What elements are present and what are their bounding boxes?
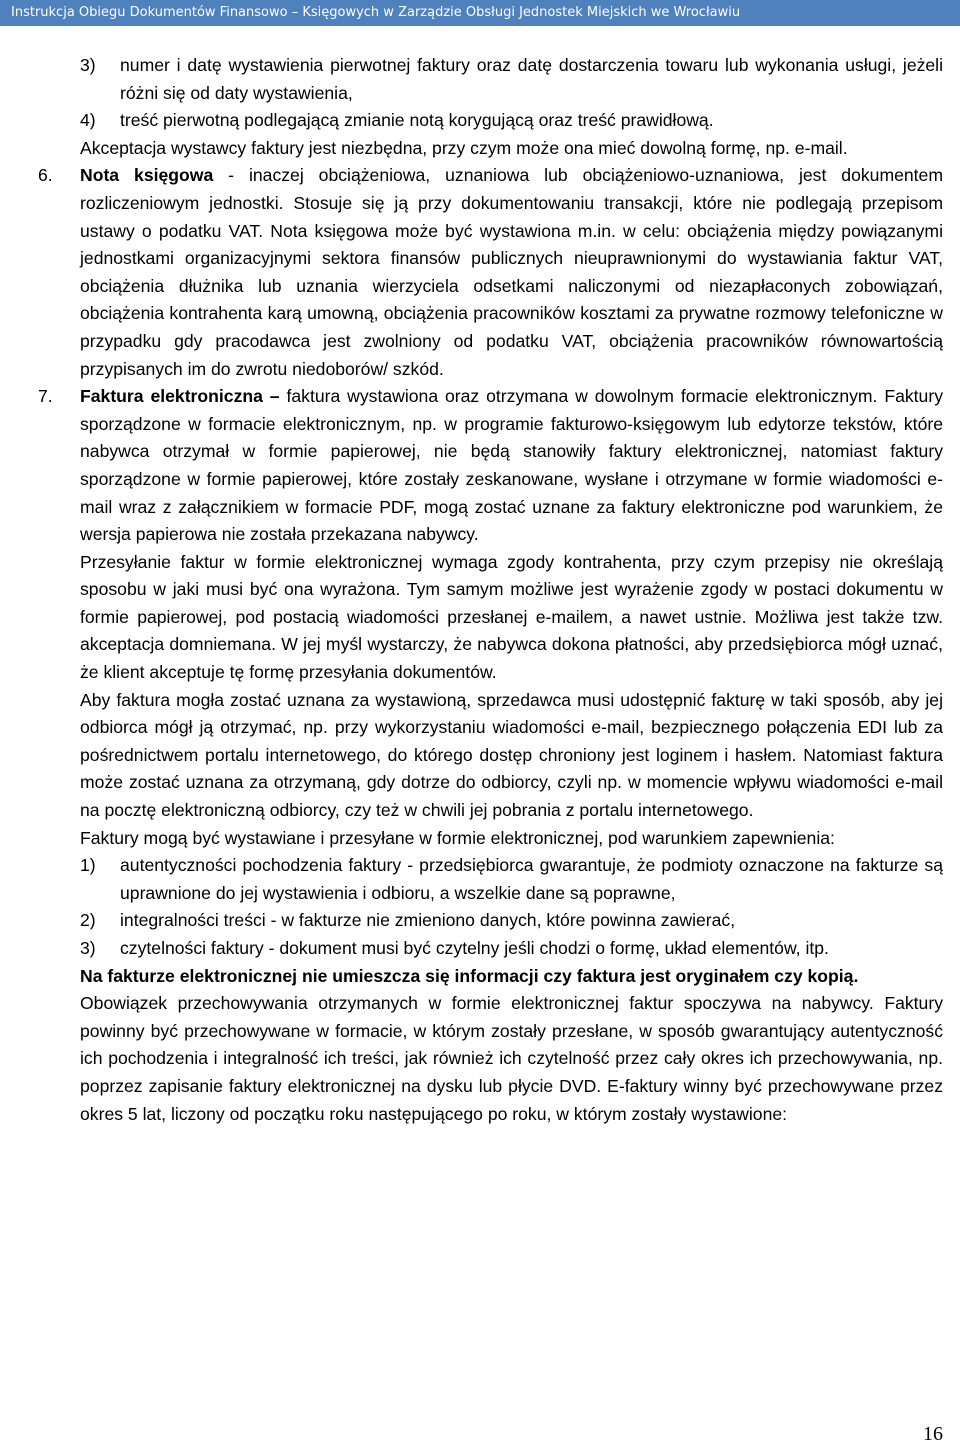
list-item-text: autentyczności pochodzenia faktury - przedsiębiorca gwarantuje, że podmioty oznaczone na fakturze są uprawnione do jej wystawienia i odbioru, a wszelkie dane są poprawne, xyxy=(120,855,943,903)
list-item-text: numer i datę wystawienia pierwotnej faktury oraz datę dostarczenia towaru lub wykonania usługi, jeżeli różni się od daty wystawienia, xyxy=(120,55,943,103)
document-body xyxy=(0,52,960,1128)
section-number: 6. xyxy=(38,165,53,186)
section-7 xyxy=(0,383,960,549)
section-text: faktura wystawiona oraz otrzymana w dowolnym formacie elektronicznym. Faktury sporządzone w formacie elektronicznym, np. w programie fakturowo-księgowym lub edytorze tekstów, które nabywca otrzymał w formie papierowej, nie będą stanowiły faktury elektronicznej, natomiast faktury sporządzone w formie papierowej, które zostały zeskanowane, wysłane i otrzymane w formie wiadomości e-mail wraz z załącznikiem w formacie PDF, mogą zostać uznane za faktury elektroniczne pod warunkiem, że wersja papierowa nie została przekazana nabywcy. xyxy=(80,386,943,545)
sub-list-item-2 xyxy=(0,907,960,935)
section-dash: – xyxy=(262,386,287,407)
section-title: Faktura elektroniczna xyxy=(80,386,263,407)
section-6 xyxy=(0,162,960,383)
list-item-text: treść pierwotną podlegającą zmianie notą korygującą oraz treść prawidłową. xyxy=(120,110,714,131)
sub-list-item-1 xyxy=(0,852,960,907)
document-header: Instrukcja Obiegu Dokumentów Finansowo – Księgowych w Zarządzie Obsługi Jednostek Miejskich we Wrocławiu xyxy=(0,0,960,26)
list-item-text: integralności treści - w fakturze nie zmieniono danych, które powinna zawierać, xyxy=(120,910,736,931)
list-marker: 1) xyxy=(80,855,96,876)
list-marker: 2) xyxy=(80,910,96,931)
paragraph-obowiazek: Obowiązek przechowywania otrzymanych w formie elektronicznej faktur spoczywa na nabywcy. Faktury powinny być przechowywane w formacie, w którym zostały przesłane, w sposób gwarantujący autentyczność ich pochodzenia i integralność ich treści, jak również ich czytelność przez cały okres ich przechowywania, np. poprzez zapisanie faktury elektronicznej na dysku lub płycie DVD. E-faktury winny być przechowywane przez okres 5 lat, liczony od początku roku następującego po roku, w którym zostały wystawione: xyxy=(80,993,943,1124)
acceptance-paragraph: Akceptacja wystawcy faktury jest niezbędna, przy czym może ona mieć dowolną formę, np. e-mail. xyxy=(80,137,848,158)
paragraph-przesylanie: Przesyłanie faktur w formie elektronicznej wymaga zgody kontrahenta, przy czym przepisy nie określają sposobu w jaki musi być ona wyrażona. Tym samym możliwe jest wyrażenie zgody w postaci dokumentu w formie papierowej, pod postacią wiadomości przesłanej e-mailem, a nawet ustnie. Możliwa jest także tzw. akceptacja domniemana. W jej myśl wystarczy, że nabywca dokona płatności, aby przedsiębiorca mógł uznać, że klient akceptuje tę formę przesyłania dokumentów. xyxy=(80,551,943,683)
page-number: 16 xyxy=(923,1423,943,1445)
list-item-3 xyxy=(0,52,960,107)
section-number: 7. xyxy=(38,386,53,407)
list-marker: 3) xyxy=(80,55,96,75)
list-marker: 3) xyxy=(80,938,96,958)
sub-list-item-3 xyxy=(0,935,960,963)
list-item-4 xyxy=(0,107,960,135)
paragraph-faktury-moga: Faktury mogą być wystawiane i przesyłane w formie elektronicznej, pod warunkiem zapewnienia: xyxy=(80,827,835,848)
paragraph-aby: Aby faktura mogła zostać uznana za wystawioną, sprzedawca musi udostępnić fakturę w taki sposób, aby jej odbiorca mógł ją otrzymać, np. przy wykorzystaniu wiadomości e-mail, bezpiecznego połączenia EDI lub za pośrednictwem portalu internetowego, do którego dostęp chroniony jest loginem i hasłem. Natomiast faktura może zostać uznana za otrzymaną, gdy dotrze do odbiorcy, czyli np. w momencie wpływu wiadomości e-mail na pocztę elektroniczną odbiorcy, czy też w chwili jej pobrania z portalu internetowego. xyxy=(80,689,943,821)
list-marker: 4) xyxy=(80,110,96,131)
section-text: - inaczej obciążeniowa, uznaniowa lub obciążeniowo-uznaniowa, jest dokumentem rozliczeniowym jednostki. Stosuje się ją przy dokumentowaniu transakcji, które nie podlegają przepisom ustawy o podatku VAT. Nota księgowa może być wystawiona m.in. w celu: obciążenia między powiązanymi jednostkami organizacyjnymi sektora finansów publicznych nieuprawnionymi do wystawiania faktur VAT, obciążenia dłużnika lub uznania wierzyciela odsetkami naliczonymi od niezapłaconych zobowiązań, obciążenia kontrahenta karą umowną, obciążenia pracowników kosztami za prywatne rozmowy telefoniczne w przypadku gdy pracodawca jest zwolniony od podatku VAT, obciążenia pracowników równowartością przypisanych im do zwrotu niedoborów/ szkód. xyxy=(80,165,943,379)
list-item-text: czytelności faktury - dokument musi być czytelny jeśli chodzi o formę, układ elementów, itp. xyxy=(120,938,829,958)
bold-notice: Na fakturze elektronicznej nie umieszcza się informacji czy faktura jest oryginałem czy kopią. xyxy=(80,965,859,986)
section-title: Nota księgowa xyxy=(80,165,214,186)
